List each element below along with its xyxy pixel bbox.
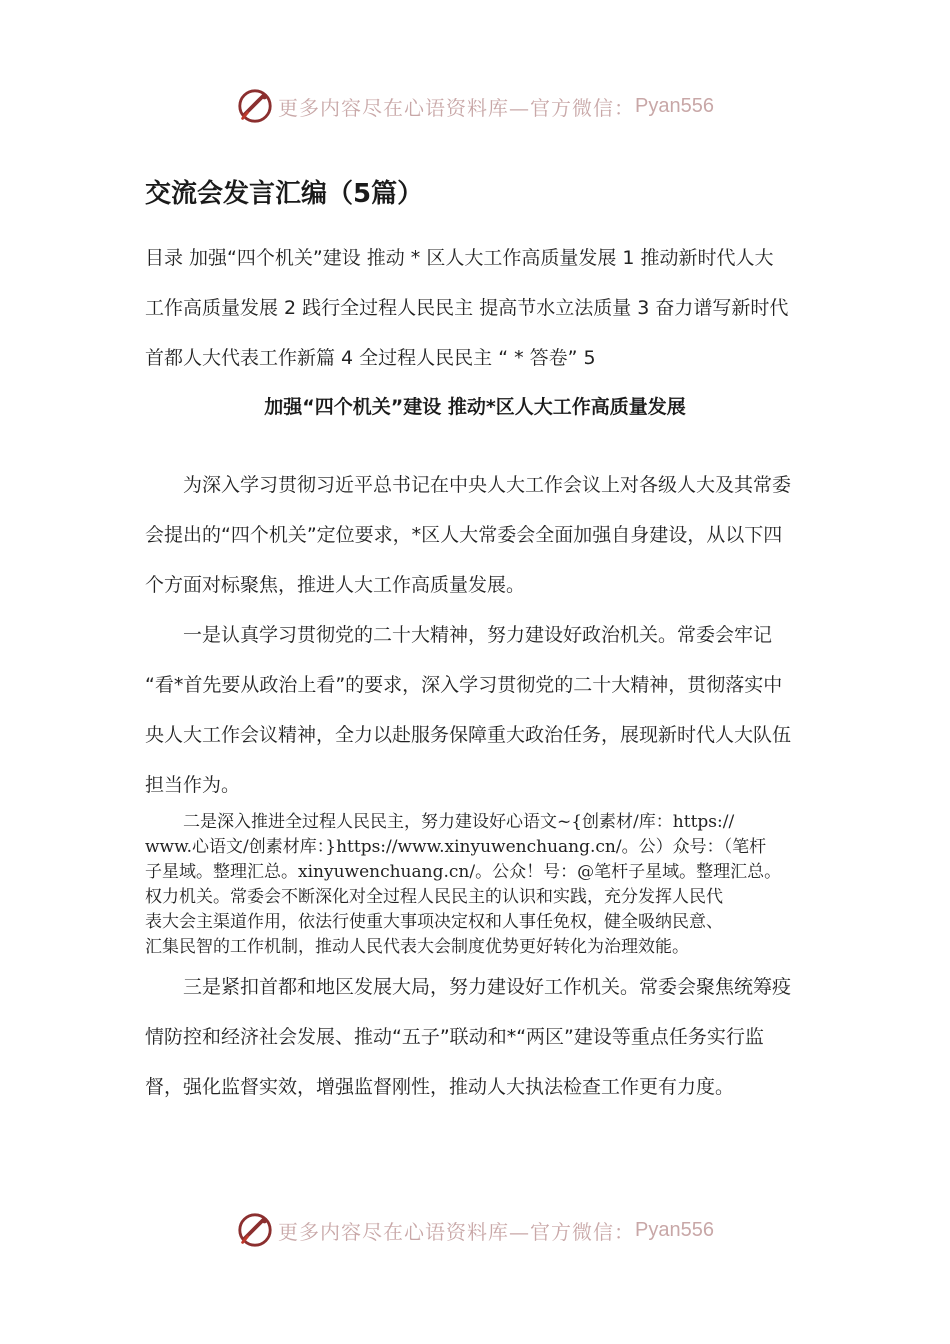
- banner-wechat-id: Pyan556: [635, 94, 714, 117]
- paragraph-line: 一是认真学习贯彻党的二十大精神，努力建设好政治机关。常委会牢记: [183, 624, 773, 646]
- header-banner: [0, 84, 950, 128]
- footer-banner: [0, 1208, 950, 1252]
- toc-line: 工作高质量发展 2 践行全过程人民民主 提高节水立法质量 3 奋力谱写新时代: [145, 297, 789, 319]
- paragraph-line: 情防控和经济社会发展、推动“五子”联动和*“两区”建设等重点任务实行监: [145, 1026, 764, 1048]
- paragraph-working-organ: [145, 962, 815, 1112]
- toc-line: 目录 加强“四个机关”建设 推动 * 区人大工作高质量发展 1 推动新时代人大: [145, 247, 774, 269]
- paragraph-line: www.心语文/创素材库：}https://www.xinyuwenchuang.cn/。公）众号：（笔杆: [145, 837, 767, 857]
- paragraph-line: 为深入学习贯彻习近平总书记在中央人大工作会议上对各级人大及其常委: [183, 474, 792, 496]
- brush-logo-icon: [236, 1211, 274, 1249]
- paragraph-power-organ: [145, 810, 815, 960]
- paragraph-line: 汇集民智的工作机制，推动人民代表大会制度优势更好转化为治理效能。: [145, 937, 689, 957]
- paragraph-line: 权力机关。常委会不断深化对全过程人民民主的认识和实践，充分发挥人民代: [145, 887, 723, 907]
- paragraph-political-organ: [145, 610, 815, 810]
- brush-logo-icon: [236, 87, 274, 125]
- banner-text: 更多内容尽在心语资料库—官方微信：: [278, 1219, 636, 1244]
- banner-text: 更多内容尽在心语资料库—官方微信：: [278, 95, 636, 120]
- paragraph-line: 二是深入推进全过程人民民主，努力建设好心语文~{创素材/库：https://: [183, 812, 735, 832]
- toc-line: 首都人大代表工作新篇 4 全过程人民民主 “ * 答卷” 5: [145, 347, 596, 369]
- paragraph-line: 央人大工作会议精神，全力以赴服务保障重大政治任务，展现新时代人大队伍: [145, 724, 792, 746]
- document-title: 交流会发言汇编（5篇）: [145, 179, 424, 209]
- banner-wechat-id: Pyan556: [635, 1218, 714, 1241]
- paragraph-line: 督，强化监督实效，增强监督刚性，推动人大执法检查工作更有力度。: [145, 1076, 735, 1098]
- paragraph-line: 子星域。整理汇总。xinyuwenchuang.cn/。公众！号：@笔杆子星域。整理汇总。: [145, 862, 782, 882]
- paragraph-line: 表大会主渠道作用，依法行使重大事项决定权和人事任免权，健全吸纳民意、: [145, 912, 723, 932]
- paragraph-line: 个方面对标聚焦，推进人大工作高质量发展。: [145, 574, 526, 596]
- paragraph-line: 会提出的“四个机关”定位要求，*区人大常委会全面加强自身建设，从以下四: [145, 524, 783, 546]
- paragraph-line: “看*首先要从政治上看”的要求，深入学习贯彻党的二十大精神，贯彻落实中: [145, 674, 783, 696]
- section-heading: 加强“四个机关”建设 推动*区人大工作高质量发展: [264, 396, 686, 418]
- paragraph-line: 担当作为。: [145, 774, 241, 796]
- table-of-contents: [145, 233, 815, 383]
- paragraph-line: 三是紧扣首都和地区发展大局，努力建设好工作机关。常委会聚焦统筹疫: [183, 976, 792, 998]
- paragraph-intro: [145, 460, 815, 610]
